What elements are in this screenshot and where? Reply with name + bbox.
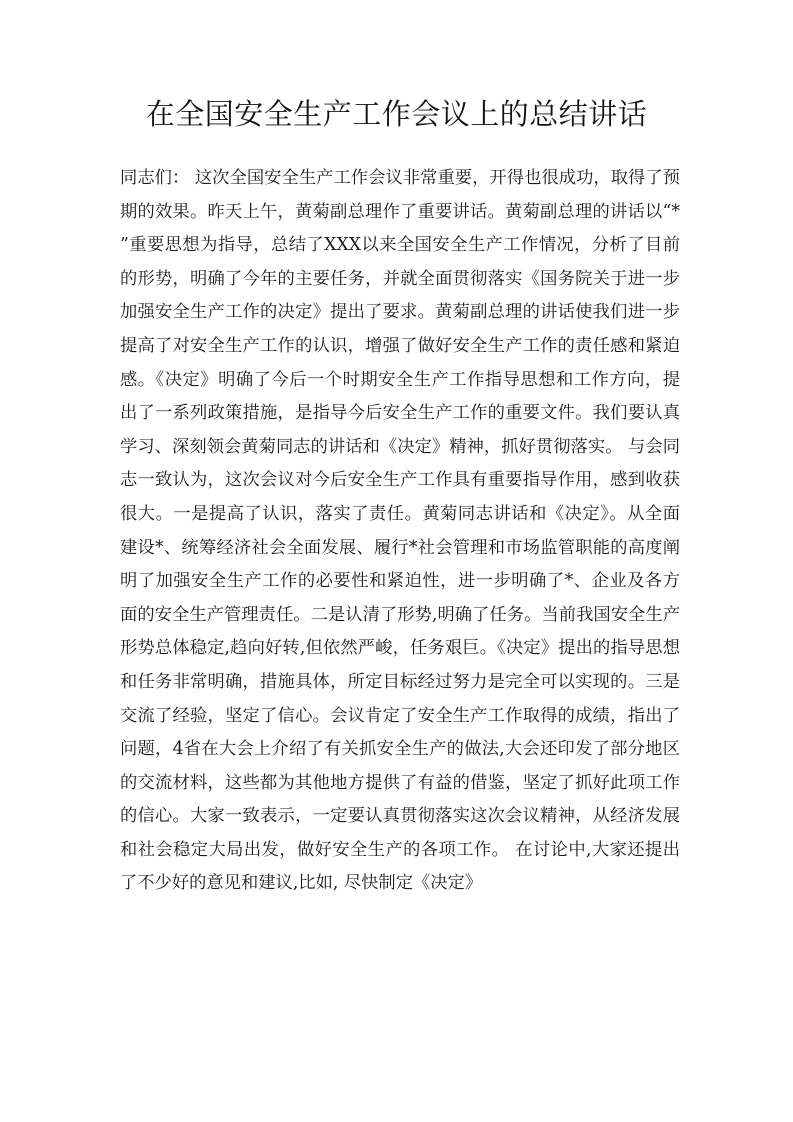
document-body-paragraph: 同志们： 这次全国安全生产工作会议非常重要，开得也很成功，取得了预期的效果。昨天上午，黄菊副总理作了重要讲话。黄菊副总理的讲话以“*”重要思想为指导，总结了XXX以来全国安全生产工作情况，分析了目前的形势，明确了今年的主要任务，并就全面贯彻落实《国务院关于进一步加强安全生产工作的决定》提出了要求。黄菊副总理的讲话使我们进一步提高了对安全生产工作的认识，增强了做好安全生产工作的责任感和紧迫感。《决定》明确了今后一个时期安全生产工作指导思想和工作方向，提出了一系列政策措施，是指导今后安全生产工作的重要文件。我们要认真学习、深刻领会黄菊同志的讲话和《决定》精神，抓好贯彻落实。 与会同志一致认为，这次会议对今后安全生产工作具有重要指导作用，感到收获很大。一是提高了认识，落实了责任。黄菊同志讲话和《决定》。从全面建设*、统筹经济社会全面发展、履行*社会管理和市场监管职能的高度阐明了加强安全生产工作的必要性和紧迫性，进一步明确了*、企业及各方面的安全生产管理责任。二是认清了形势,明确了任务。当前我国安全生产形势总体稳定,趋向好转,但依然严峻，任务艰巨。《决定》提出的指导思想和任务非常明确，措施具体，所定目标经过努力是完全可以实现的。三是交流了经验，坚定了信心。会议肯定了安全生产工作取得的成绩，指出了问题，4省在大会上介绍了有关抓安全生产的做法,大会还印发了部分地区的交流材料，这些都为其他地方提供了有益的借鉴，坚定了抓好此项工作的信心。大家一致表示，一定要认真贯彻落实这次会议精神，从经济发展和社会稳定大局出发，做好安全生产的各项工作。 在讨论中,大家还提出了不少好的意见和建议,比如, 尽快制定《决定》 (120, 168, 680, 894)
document-title: 在全国安全生产工作会议上的总结讲话 (145, 97, 648, 131)
